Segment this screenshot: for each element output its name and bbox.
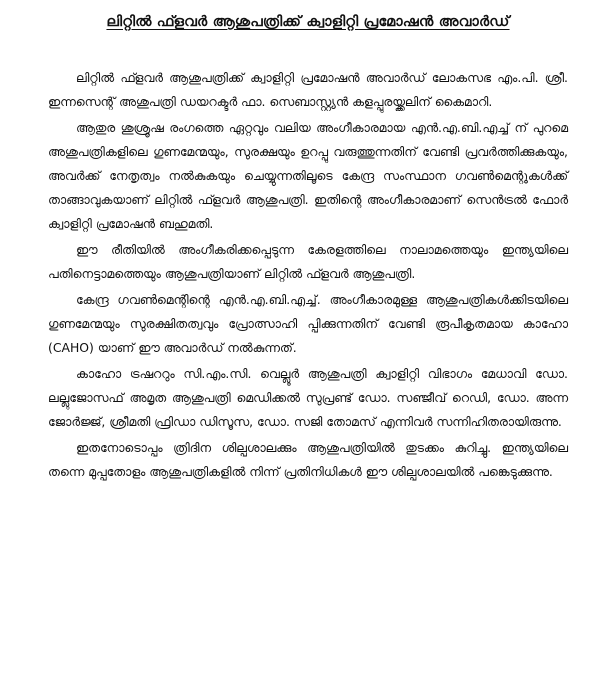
paragraph-nabh-recognition: ആതുര ശുശ്രൂഷ രംഗത്തെ ഏറ്റവും വലിയ അംഗീകാരമായ എൻ.എ.ബി.എച്ച് ന് പുറമെ അശുപത്രികളിലെ ഗുണമേന്മയും, സുരക്ഷയും ഉറപ്പു വരുത്തുന്നതിന് വേണ്ടി പ്രവർത്തിക്കുകയും, അവർക്ക് നേതൃത്വം നൽകുകയും ചെയ്യുന്നതിലൂടെ കേന്ദ്ര സംസ്ഥാന ഗവൺമെന്റുകൾക്ക് താങ്ങാവുകയാണ് ലിറ്റിൽ ഫ്ളവർ ആശുപത്രി. ഇതിന്റെ അംഗീകാരമാണ് സെൻട്രൽ ഫോർ ക്വാളിറ്റി പ്രമോഷൻ ബഹുമതി. bbox=[48, 120, 568, 231]
paragraph-ranking: ഈ രീതിയിൽ അംഗീകരിക്കപ്പെടുന്ന കേരളത്തിലെ നാലാമത്തെയും ഇന്ത്യയിലെ പതിനെട്ടാമത്തെയും ആശുപത്രിയാണ് ലിറ്റിൽ ഫ്ളവർ ആശുപത്രി. bbox=[48, 242, 568, 281]
paragraph-workshop: ഇതനോടൊപ്പം ത്രിദിന ശില്പശാലക്കും ആശുപത്രിയിൽ തുടക്കം കുറിച്ചു. ഇന്ത്യയിലെ തന്നെ മുപ്പതോളം ആശുപത്രികളിൽ നിന്ന് പ്രതിനിധികൾ ഈ ശില്പശാലയിൽ പങ്കെടുക്കുന്നു. bbox=[48, 440, 568, 479]
paragraph-caho: കേന്ദ്ര ഗവൺമെന്റിന്റെ എൻ.എ.ബി.എച്ച്. അംഗീകാരമുള്ള ആശുപത്രികൾക്കിടയിലെ ഗുണമേന്മയും സുരക്ഷിതത്വവും പ്രോത്സാഹി പ്പിക്കുന്നതിന് വേണ്ടി രൂപീകൃതമായ കാഹോ (CAHO) യാണ് ഈ അവാർഡ് നൽകുന്നത്. bbox=[48, 292, 568, 355]
document-title: ലിറ്റിൽ ഫ്ളവർ ആശുപത്രിക്ക് ക്വാളിറ്റി പ്രമോഷൻ അവാർഡ് bbox=[106, 14, 510, 30]
paragraph-attendees: കാഹോ ട്രഷററും സി.എം.സി. വെല്ലൂർ ആശുപത്രി ക്വാളിറ്റി വിഭാഗം മേധാവി ഡോ. ലല്ലുജോസഫ് അമൃത ആശുപത്രി മെഡിക്കൽ സുപ്രണ്ട് ഡോ. സഞ്ജീവ് റെഡി, ഡോ. അന്ന ജോർജ്ജ്, ശ്രീമതി ഫ്രിഡാ ഡിസൂസ, ഡോ. സജി തോമസ് എന്നിവർ സന്നിഹിതരായിരുന്നു. bbox=[48, 366, 568, 429]
document-body bbox=[48, 66, 568, 484]
paragraph-award-handover: ലിറ്റിൽ ഫ്ളവർ ആശുപത്രിക്ക് ക്വാളിറ്റി പ്രമോഷൻ അവാർഡ് ലോകസഭ എം.പി. ശ്രീ. ഇന്നസെന്റ് അശുപത്രി ഡയറക്ടർ ഫാ. സെബാസ്റ്റ്യൻ കളപ്പുരയ്ക്കലിന് കൈമാറി. bbox=[48, 70, 568, 109]
